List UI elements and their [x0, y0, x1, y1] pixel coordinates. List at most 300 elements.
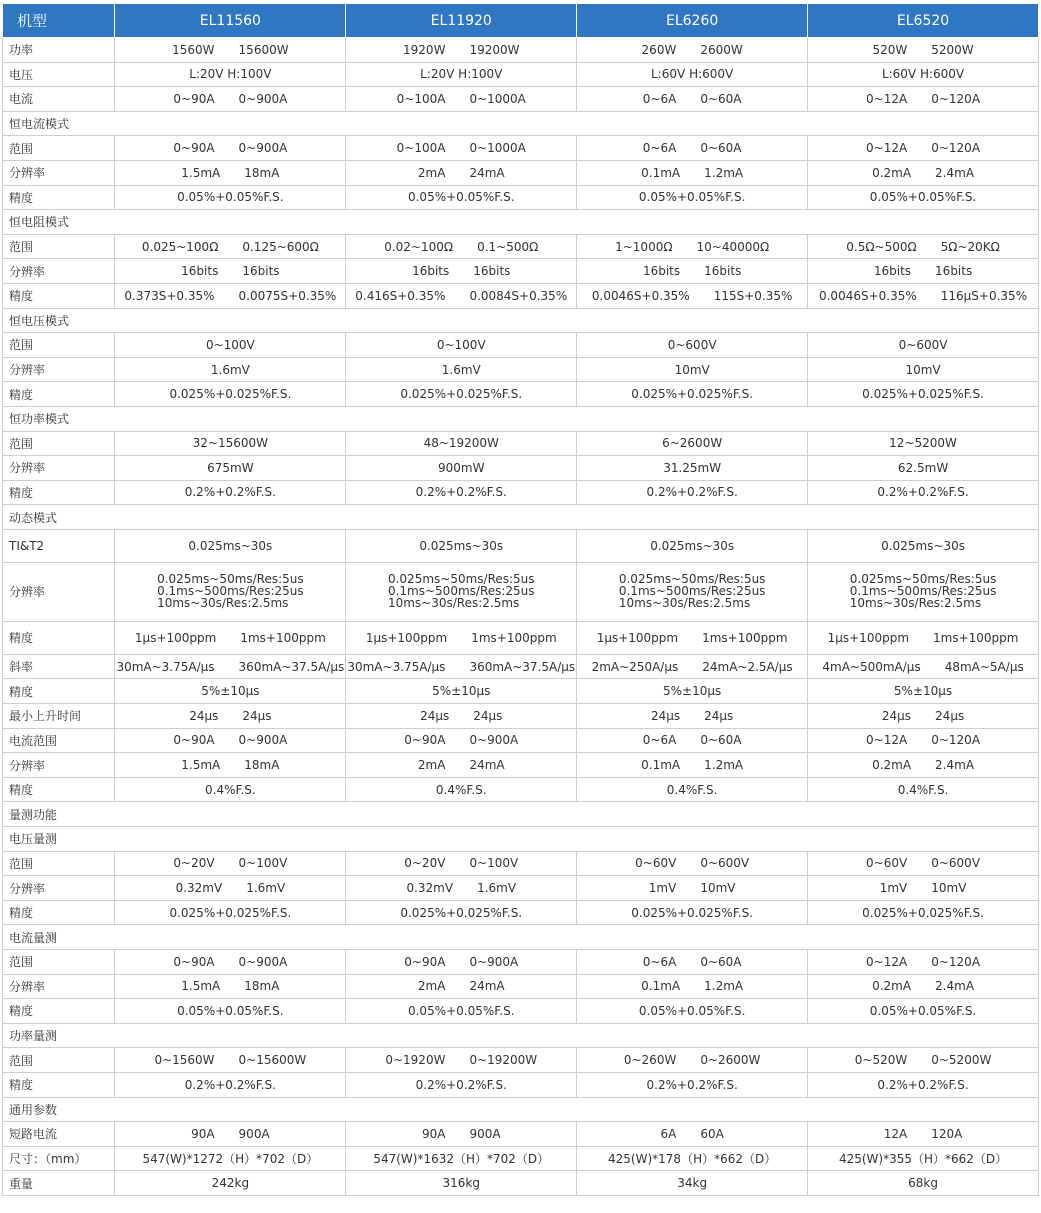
value-text: 0.025ms~30s: [881, 538, 965, 553]
value-cell: [346, 900, 577, 925]
value-text: 0~900A: [238, 954, 288, 969]
value-pair: [115, 856, 345, 870]
value-text: 0.2%+0.2%F.S.: [877, 1077, 969, 1092]
value-pair: [808, 166, 1038, 180]
row-label: 分辨率: [3, 259, 115, 284]
table-row: [3, 456, 1039, 481]
value-cell: [808, 1146, 1039, 1171]
value-cell: [346, 382, 577, 407]
value-cell: [808, 1122, 1039, 1147]
value-cell: [115, 974, 346, 999]
row-label: 范围: [3, 333, 115, 358]
section-row: [3, 308, 1039, 333]
section-label: 功率量测: [3, 1023, 1039, 1048]
value-text: 12~5200W: [889, 436, 957, 451]
value-text: L:60V H:600V: [651, 67, 734, 82]
value-text: 90A: [191, 1126, 215, 1141]
table-row: [3, 999, 1039, 1024]
value-text: 0.05%+0.05%F.S.: [407, 190, 515, 205]
value-text: 0.1ms~500ms/Res:25us: [849, 584, 997, 599]
value-text: 1.2mA: [704, 758, 744, 773]
value-text: 0.025%+0.025%F.S.: [862, 387, 984, 402]
value-text: 115S+0.35%: [713, 288, 793, 303]
value-cell: [346, 160, 577, 185]
row-label: 电压: [3, 62, 115, 87]
value-cell: [346, 876, 577, 901]
value-pair: [577, 856, 807, 870]
value-text: 0.05%+0.05%F.S.: [638, 1003, 746, 1018]
value-cell: [808, 621, 1039, 654]
row-label: 精度: [3, 999, 115, 1024]
value-text: 2mA: [417, 979, 446, 994]
value-text: 1.2mA: [704, 979, 744, 994]
value-cell: [346, 704, 577, 729]
header-cell-el6520: EL6520: [808, 4, 1039, 38]
value-text: 0.025ms~50ms/Res:5us: [387, 572, 535, 587]
value-text: 10ms~30s/Res:2.5ms: [387, 596, 520, 611]
header-cell-el11560: EL11560: [115, 4, 346, 38]
value-cell: [577, 1072, 808, 1097]
value-pair: [346, 141, 576, 155]
value-text: 10mV: [674, 362, 710, 377]
value-cell: [808, 999, 1039, 1024]
value-text: 360mA~37.5A/μs: [238, 659, 345, 674]
value-text: 1ms+100ppm: [471, 630, 557, 645]
value-cell: [346, 1048, 577, 1073]
value-text: 24μs: [650, 708, 681, 723]
value-text: 360mA~37.5A/μs: [469, 659, 576, 674]
section-label: 通用参数: [3, 1097, 1039, 1122]
value-text: 120A: [931, 1126, 963, 1141]
spec-table: [2, 3, 1039, 1196]
value-cell: [346, 283, 577, 308]
row-label: 精度: [3, 480, 115, 505]
value-cell: [577, 876, 808, 901]
value-cell: [346, 38, 577, 63]
value-text: 0~100V: [238, 856, 288, 871]
value-pair: [577, 1127, 807, 1141]
value-text: 0.02~100Ω: [384, 239, 454, 254]
value-cell: [808, 1072, 1039, 1097]
value-text: 0.1mA: [641, 758, 681, 773]
spec-table-body: [3, 38, 1039, 1196]
value-cell: [115, 704, 346, 729]
value-text: 0~600V: [931, 856, 981, 871]
value-pair: [346, 733, 576, 747]
value-text: 242kg: [211, 1176, 250, 1191]
row-label: 分辨率: [3, 456, 115, 481]
value-cell: [577, 621, 808, 654]
section-row: [3, 406, 1039, 431]
value-cell: [577, 234, 808, 259]
value-text: 1.6mV: [441, 362, 481, 377]
value-cell: [577, 1146, 808, 1171]
table-row: [3, 1122, 1039, 1147]
table-row: [3, 234, 1039, 259]
value-pair: [808, 758, 1038, 772]
table-row: [3, 357, 1039, 382]
value-pair: [346, 955, 576, 969]
value-pair: [346, 92, 576, 106]
value-cell: [115, 851, 346, 876]
value-cell: [346, 62, 577, 87]
value-cell: [577, 654, 808, 679]
value-text: 1ms+100ppm: [933, 630, 1019, 645]
value-text: 0~12A: [866, 733, 908, 748]
value-text: 0.0084S+0.35%: [469, 288, 568, 303]
value-pair: [808, 1127, 1038, 1141]
value-text: 0~100A: [396, 91, 446, 106]
value-cell: [346, 431, 577, 456]
value-pair: [346, 709, 576, 723]
value-cell: [346, 456, 577, 481]
row-label: 功率: [3, 38, 115, 63]
value-text: 24μs: [881, 708, 912, 723]
value-pair: [577, 733, 807, 747]
value-text: 1560W: [172, 42, 215, 57]
value-text: 1μs+100ppm: [134, 630, 217, 645]
value-cell: [115, 357, 346, 382]
value-text: 16bits: [473, 264, 511, 279]
value-cell: [346, 1122, 577, 1147]
table-row: [3, 382, 1039, 407]
value-text: L:20V H:100V: [189, 67, 272, 82]
value-pair: [808, 631, 1038, 645]
value-cell: [346, 1171, 577, 1196]
table-row: [3, 974, 1039, 999]
value-pair: [577, 758, 807, 772]
value-cell: [808, 87, 1039, 112]
value-pair: [577, 289, 807, 303]
value-text: 0.2mA: [872, 758, 912, 773]
value-pair: [577, 240, 807, 254]
section-row: [3, 111, 1039, 136]
value-cell: [115, 1072, 346, 1097]
value-cell: [346, 333, 577, 358]
value-text: 0~1560W: [154, 1053, 215, 1068]
value-text: 0.025%+0.025%F.S.: [169, 905, 292, 920]
value-cell: [115, 185, 346, 210]
table-row: [3, 87, 1039, 112]
value-cell: [577, 62, 808, 87]
value-lines: [388, 573, 535, 609]
value-text: 31.25mW: [663, 460, 722, 475]
value-cell: [346, 753, 577, 778]
value-pair: [115, 240, 345, 254]
value-cell: [808, 382, 1039, 407]
section-label: 恒功率模式: [3, 406, 1039, 431]
value-pair: [346, 631, 576, 645]
table-row: [3, 259, 1039, 284]
value-text: 0.05%+0.05%F.S.: [869, 1003, 977, 1018]
value-pair: [115, 979, 345, 993]
row-label: 分辨率: [3, 562, 115, 621]
value-text: 2600W: [700, 42, 743, 57]
row-label: 分辨率: [3, 876, 115, 901]
value-text: 0~1000A: [469, 91, 526, 106]
value-cell: [808, 185, 1039, 210]
value-cell: [115, 1122, 346, 1147]
value-text: 16bits: [873, 264, 912, 279]
value-pair: [115, 709, 345, 723]
value-text: 0~900A: [469, 954, 519, 969]
value-text: 2.4mA: [935, 979, 975, 994]
row-label: 分辨率: [3, 753, 115, 778]
row-label: 精度: [3, 283, 115, 308]
value-lines: [619, 573, 766, 609]
value-text: 0.4%F.S.: [435, 782, 487, 797]
value-text: 1μs+100ppm: [365, 630, 448, 645]
value-cell: [577, 431, 808, 456]
value-cell: [346, 621, 577, 654]
value-pair: [115, 1053, 345, 1067]
table-row: [3, 876, 1039, 901]
row-label: 范围: [3, 431, 115, 456]
value-text: 24μs: [242, 708, 272, 723]
value-pair: [808, 881, 1038, 895]
value-text: 0.025%+0.025%F.S.: [631, 387, 754, 402]
value-pair: [346, 856, 576, 870]
value-text: 0~120A: [931, 954, 981, 969]
value-text: 0~100V: [469, 856, 519, 871]
value-pair: [115, 660, 345, 674]
value-pair: [115, 166, 345, 180]
value-text: 0.4%F.S.: [666, 782, 718, 797]
value-text: 30mA~3.75A/μs: [347, 659, 446, 674]
value-text: 6~2600W: [662, 436, 723, 451]
value-cell: [577, 357, 808, 382]
value-pair: [115, 881, 345, 895]
value-pair: [808, 141, 1038, 155]
value-cell: [808, 1171, 1039, 1196]
table-row: [3, 679, 1039, 704]
value-cell: [577, 851, 808, 876]
value-text: 0~6A: [642, 91, 677, 106]
value-text: 0.373S+0.35%: [124, 288, 215, 303]
value-cell: [115, 382, 346, 407]
table-row: [3, 38, 1039, 63]
row-label: 范围: [3, 1048, 115, 1073]
row-label: 范围: [3, 950, 115, 975]
value-cell: [808, 529, 1039, 562]
value-cell: [577, 974, 808, 999]
section-label: 动态模式: [3, 505, 1039, 530]
value-text: 5Ω~20KΩ: [940, 239, 1000, 254]
value-text: 0.4%F.S.: [897, 782, 949, 797]
value-text: 0~90A: [404, 733, 446, 748]
value-cell: [577, 259, 808, 284]
value-cell: [346, 357, 577, 382]
value-cell: [346, 728, 577, 753]
value-text: 520W: [872, 42, 908, 57]
value-cell: [808, 851, 1039, 876]
value-text: 10ms~30s/Res:2.5ms: [618, 596, 751, 611]
value-cell: [577, 777, 808, 802]
table-row: [3, 900, 1039, 925]
value-text: 5%±10μs: [201, 684, 260, 699]
value-text: 16bits: [242, 264, 280, 279]
value-pair: [115, 43, 345, 57]
value-text: 2.4mA: [935, 165, 975, 180]
row-label: 分辨率: [3, 160, 115, 185]
value-text: 0~900A: [238, 141, 288, 156]
value-cell: [346, 974, 577, 999]
value-cell: [808, 753, 1039, 778]
value-pair: [577, 166, 807, 180]
value-text: 0.1ms~500ms/Res:25us: [387, 584, 535, 599]
value-text: 425(W)*355（H）*662（D）: [838, 1152, 1008, 1167]
value-text: 24μs: [704, 708, 734, 723]
value-cell: [346, 562, 577, 621]
value-text: 0.025%+0.025%F.S.: [631, 905, 754, 920]
value-cell: [577, 704, 808, 729]
value-cell: [808, 62, 1039, 87]
value-cell: [346, 777, 577, 802]
value-text: 0~5200W: [931, 1053, 992, 1068]
value-text: 1.5mA: [181, 165, 221, 180]
table-row: [3, 136, 1039, 161]
value-pair: [808, 955, 1038, 969]
value-cell: [808, 234, 1039, 259]
value-text: 0.025%+0.025%F.S.: [400, 905, 523, 920]
value-text: 0~90A: [173, 954, 215, 969]
header-cell-el11920: EL11920: [346, 4, 577, 38]
value-text: 0.2mA: [872, 979, 912, 994]
value-pair: [808, 733, 1038, 747]
value-text: 1.5mA: [181, 979, 221, 994]
value-pair: [115, 758, 345, 772]
value-text: 900A: [469, 1126, 501, 1141]
value-pair: [346, 240, 576, 254]
value-pair: [577, 955, 807, 969]
table-row: [3, 851, 1039, 876]
value-pair: [577, 631, 807, 645]
value-text: 0~900A: [238, 733, 288, 748]
value-cell: [115, 160, 346, 185]
value-text: 547(W)*1272（H）*702（D）: [142, 1152, 319, 1167]
value-text: 24μs: [420, 708, 450, 723]
section-row: [3, 210, 1039, 235]
value-cell: [115, 456, 346, 481]
value-text: 0~60V: [866, 856, 908, 871]
row-label: 精度: [3, 621, 115, 654]
value-cell: [808, 480, 1039, 505]
value-cell: [577, 185, 808, 210]
value-pair: [808, 856, 1038, 870]
value-cell: [808, 431, 1039, 456]
value-text: 5200W: [931, 42, 974, 57]
value-pair: [115, 631, 345, 645]
value-text: 24μs: [935, 708, 965, 723]
value-cell: [808, 259, 1039, 284]
value-text: 24mA: [469, 979, 505, 994]
value-text: 116μS+0.35%: [940, 288, 1028, 303]
value-lines: [850, 573, 997, 609]
section-row: [3, 505, 1039, 530]
value-text: 0~60A: [700, 91, 742, 106]
value-text: 0.2%+0.2%F.S.: [646, 485, 738, 500]
value-text: 18mA: [244, 758, 280, 773]
value-text: 425(W)*178（H）*662（D）: [608, 1152, 777, 1167]
value-cell: [346, 679, 577, 704]
value-pair: [346, 979, 576, 993]
value-text: 1.6mV: [477, 881, 517, 896]
value-text: 0~60A: [700, 733, 742, 748]
table-row: [3, 160, 1039, 185]
value-cell: [577, 753, 808, 778]
value-text: 24mA: [469, 758, 505, 773]
row-label: 分辨率: [3, 974, 115, 999]
value-cell: [577, 456, 808, 481]
value-text: 0.025%+0.025%F.S.: [400, 387, 523, 402]
value-text: 0~260W: [623, 1053, 677, 1068]
value-cell: [115, 1146, 346, 1171]
value-pair: [808, 43, 1038, 57]
value-cell: [115, 38, 346, 63]
value-text: 0.2%+0.2%F.S.: [184, 1077, 276, 1092]
value-pair: [346, 660, 576, 674]
value-cell: [115, 654, 346, 679]
value-cell: [577, 160, 808, 185]
value-cell: [808, 160, 1039, 185]
value-cell: [115, 529, 346, 562]
value-cell: [808, 974, 1039, 999]
value-text: 0~1920W: [385, 1053, 446, 1068]
value-text: 1.6mV: [210, 362, 250, 377]
row-label: TI&T2: [3, 529, 115, 562]
table-row: [3, 704, 1039, 729]
value-cell: [115, 679, 346, 704]
value-pair: [808, 709, 1038, 723]
value-text: 48mA~5A/μs: [944, 659, 1024, 674]
row-label: 范围: [3, 136, 115, 161]
row-label: 范围: [3, 234, 115, 259]
value-cell: [808, 38, 1039, 63]
value-cell: [115, 480, 346, 505]
value-text: 0~900A: [469, 733, 519, 748]
value-cell: [115, 562, 346, 621]
value-text: 0.05%+0.05%F.S.: [407, 1003, 515, 1018]
value-text: 48~19200W: [423, 436, 499, 451]
value-text: 30mA~3.75A/μs: [116, 659, 215, 674]
value-text: 0~100A: [396, 141, 446, 156]
value-pair: [808, 660, 1038, 674]
value-text: 16bits: [412, 264, 450, 279]
value-text: 0.025ms~50ms/Res:5us: [618, 572, 766, 587]
value-text: 0.0075S+0.35%: [238, 288, 337, 303]
section-label: 恒电阻模式: [3, 210, 1039, 235]
value-pair: [577, 43, 807, 57]
value-text: 4mA~500mA/μs: [822, 659, 921, 674]
value-cell: [808, 679, 1039, 704]
row-label: 精度: [3, 185, 115, 210]
value-text: 900A: [238, 1126, 270, 1141]
value-pair: [808, 264, 1038, 278]
value-text: 1mV: [879, 881, 908, 896]
value-text: 18mA: [244, 979, 280, 994]
value-text: 0.32mV: [175, 881, 223, 896]
value-cell: [577, 1048, 808, 1073]
value-text: 0.32mV: [406, 881, 454, 896]
value-text: 1.6mV: [246, 881, 286, 896]
row-label: 精度: [3, 1072, 115, 1097]
table-row: [3, 333, 1039, 358]
value-pair: [346, 881, 576, 895]
value-cell: [808, 333, 1039, 358]
value-text: 62.5mW: [897, 460, 949, 475]
value-text: 0.125~600Ω: [242, 239, 319, 254]
value-text: 16bits: [181, 264, 219, 279]
